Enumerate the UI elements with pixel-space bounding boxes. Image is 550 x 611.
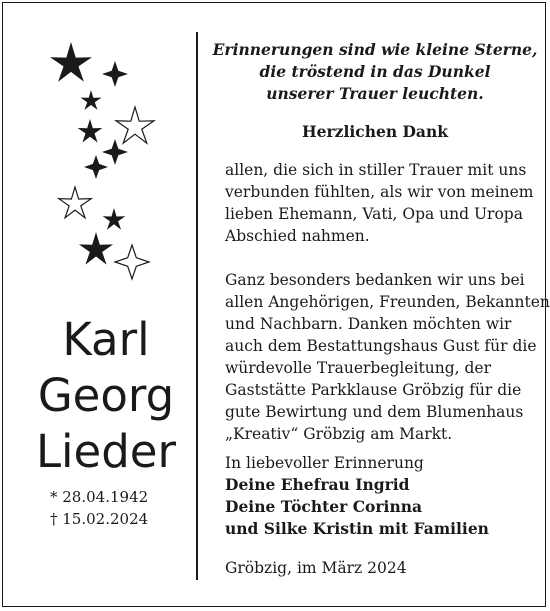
quote-line-3: unserer Trauer leuchten.	[266, 84, 484, 103]
paragraph2-line: gute Bewirtung und dem Blumenhaus	[225, 403, 524, 421]
filled-star-icon	[50, 42, 92, 82]
stars-decoration	[38, 34, 168, 284]
deceased-last-name: Lieder	[35, 425, 176, 478]
paragraph1-line: Abschied nahmen.	[225, 227, 370, 245]
paragraph2-line: allen Angehörigen, Freunden, Bekannten	[225, 293, 550, 311]
filled-star-icon	[79, 232, 113, 265]
paragraph1-line: verbunden fühlten, als wir von meinem	[225, 183, 534, 201]
signature-line-2: Deine Töchter Corinna	[225, 497, 423, 516]
paragraph2-line: würdevolle Trauerbegleitung, der	[225, 359, 491, 377]
signature-line-1: Deine Ehefrau Ingrid	[225, 475, 410, 494]
filled-star-icon	[103, 208, 126, 230]
deceased-middle-name: Georg	[37, 369, 175, 422]
quote-line-1: Erinnerungen sind wie kleine Sterne,	[212, 40, 538, 59]
birth-date: * 28.04.1942	[50, 488, 149, 506]
filled-star-icon	[102, 61, 128, 87]
paragraph2-line: Gaststätte Parkklause Gröbzig für die	[225, 381, 522, 399]
place-date: Gröbzig, im März 2024	[225, 559, 407, 577]
death-date: † 15.02.2024	[50, 510, 149, 528]
signature-line-3: und Silke Kristin mit Familien	[225, 519, 489, 538]
paragraph1-line: lieben Ehemann, Vati, Opa und Uropa	[225, 205, 523, 223]
paragraph2-line: „Kreativ“ Gröbzig am Markt.	[225, 425, 453, 443]
outline-star-icon	[115, 245, 149, 279]
filled-star-icon	[84, 155, 108, 179]
filled-star-icon	[78, 119, 103, 143]
quote-line-2: die tröstend in das Dunkel	[259, 62, 491, 81]
signature-intro: In liebevoller Erinnerung	[225, 454, 424, 472]
deceased-first-name: Karl	[62, 313, 150, 366]
paragraph1-line: allen, die sich in stiller Trauer mit uns	[225, 161, 527, 179]
outline-star-icon	[116, 107, 154, 143]
outline-star-icon	[59, 187, 91, 218]
paragraph2-line: auch dem Bestattungshaus Gust für die	[225, 337, 537, 355]
paragraph2-line: Ganz besonders bedanken wir uns bei	[225, 271, 525, 289]
thanks-heading: Herzlichen Dank	[302, 122, 448, 141]
column-divider	[196, 32, 198, 580]
filled-star-icon	[81, 90, 102, 110]
paragraph2-line: und Nachbarn. Danken möchten wir	[225, 315, 512, 333]
